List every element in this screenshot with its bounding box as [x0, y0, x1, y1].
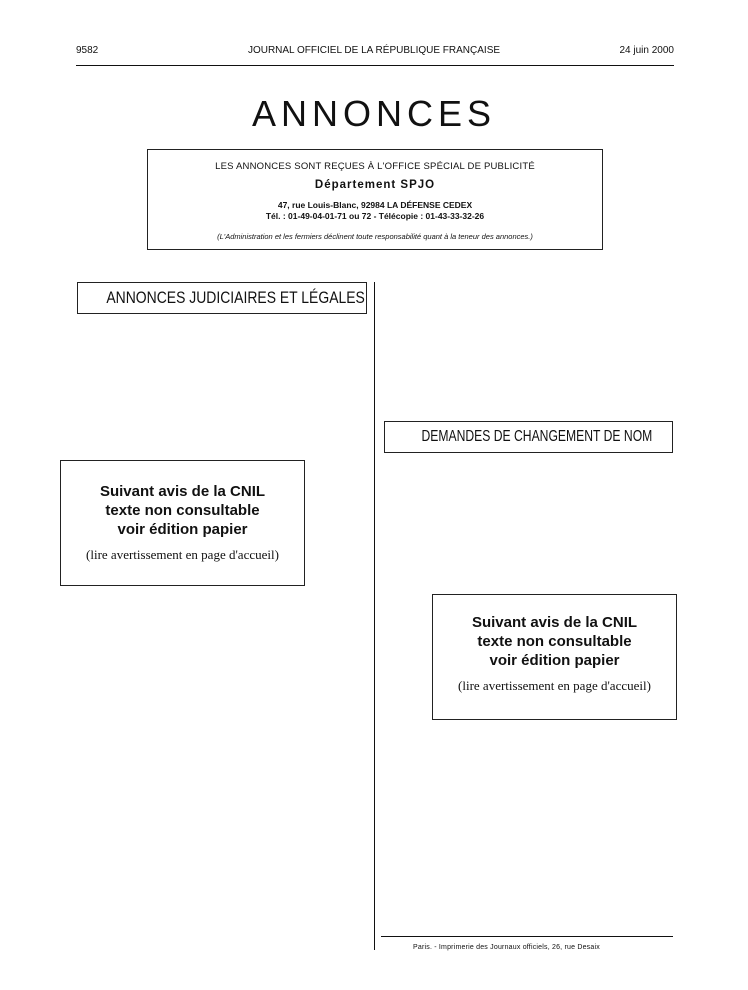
cnil-notice-warning: (lire avertissement en page d'accueil) [458, 678, 651, 693]
cnil-notice-line: Suivant avis de la CNIL [99, 483, 266, 500]
page-number: 9582 [76, 45, 99, 56]
section-heading-label: DEMANDES DE CHANGEMENT DE NOM [421, 428, 653, 445]
section-heading-label: ANNONCES JUDICIAIRES ET LÉGALES [106, 288, 365, 307]
publicity-info-box [147, 149, 603, 250]
page-title: ANNONCES [251, 93, 497, 134]
cnil-notice-line: voir édition papier [117, 521, 248, 538]
footer-imprint: Paris. - Imprimerie des Journaux officiels, 26, rue Desaix [413, 944, 600, 951]
info-reception-line: LES ANNONCES SONT REÇUES À L'OFFICE SPÉCIAL DE PUBLICITÉ [215, 161, 535, 172]
cnil-notice-box [432, 594, 677, 720]
cnil-notice-line: texte non consultable [105, 502, 260, 519]
column-divider [374, 282, 375, 950]
info-disclaimer: (L'Administration et les fermiers déclinent toute responsabilité quant à la teneur des annonces.) [217, 232, 533, 241]
info-department: Département SPJO [314, 179, 436, 191]
cnil-notice-box [60, 460, 305, 586]
header-rule [76, 65, 674, 66]
section-heading-legal-notices [77, 282, 367, 314]
cnil-notice-line: voir édition papier [489, 652, 620, 669]
footer-rule [381, 936, 673, 937]
info-address: 47, rue Louis-Blanc, 92984 LA DÉFENSE CEDEX [277, 200, 473, 210]
running-title: JOURNAL OFFICIEL DE LA RÉPUBLIQUE FRANÇAISE [247, 45, 501, 56]
section-heading-name-change [384, 421, 673, 453]
info-phone: Tél. : 01-49-04-01-71 ou 72 - Télécopie : 01-43-33-32-26 [265, 211, 485, 221]
cnil-notice-warning: (lire avertissement en page d'accueil) [86, 547, 279, 562]
cnil-notice-line: Suivant avis de la CNIL [471, 614, 638, 631]
header-date: 24 juin 2000 [619, 45, 674, 56]
cnil-notice-line: texte non consultable [477, 633, 632, 650]
